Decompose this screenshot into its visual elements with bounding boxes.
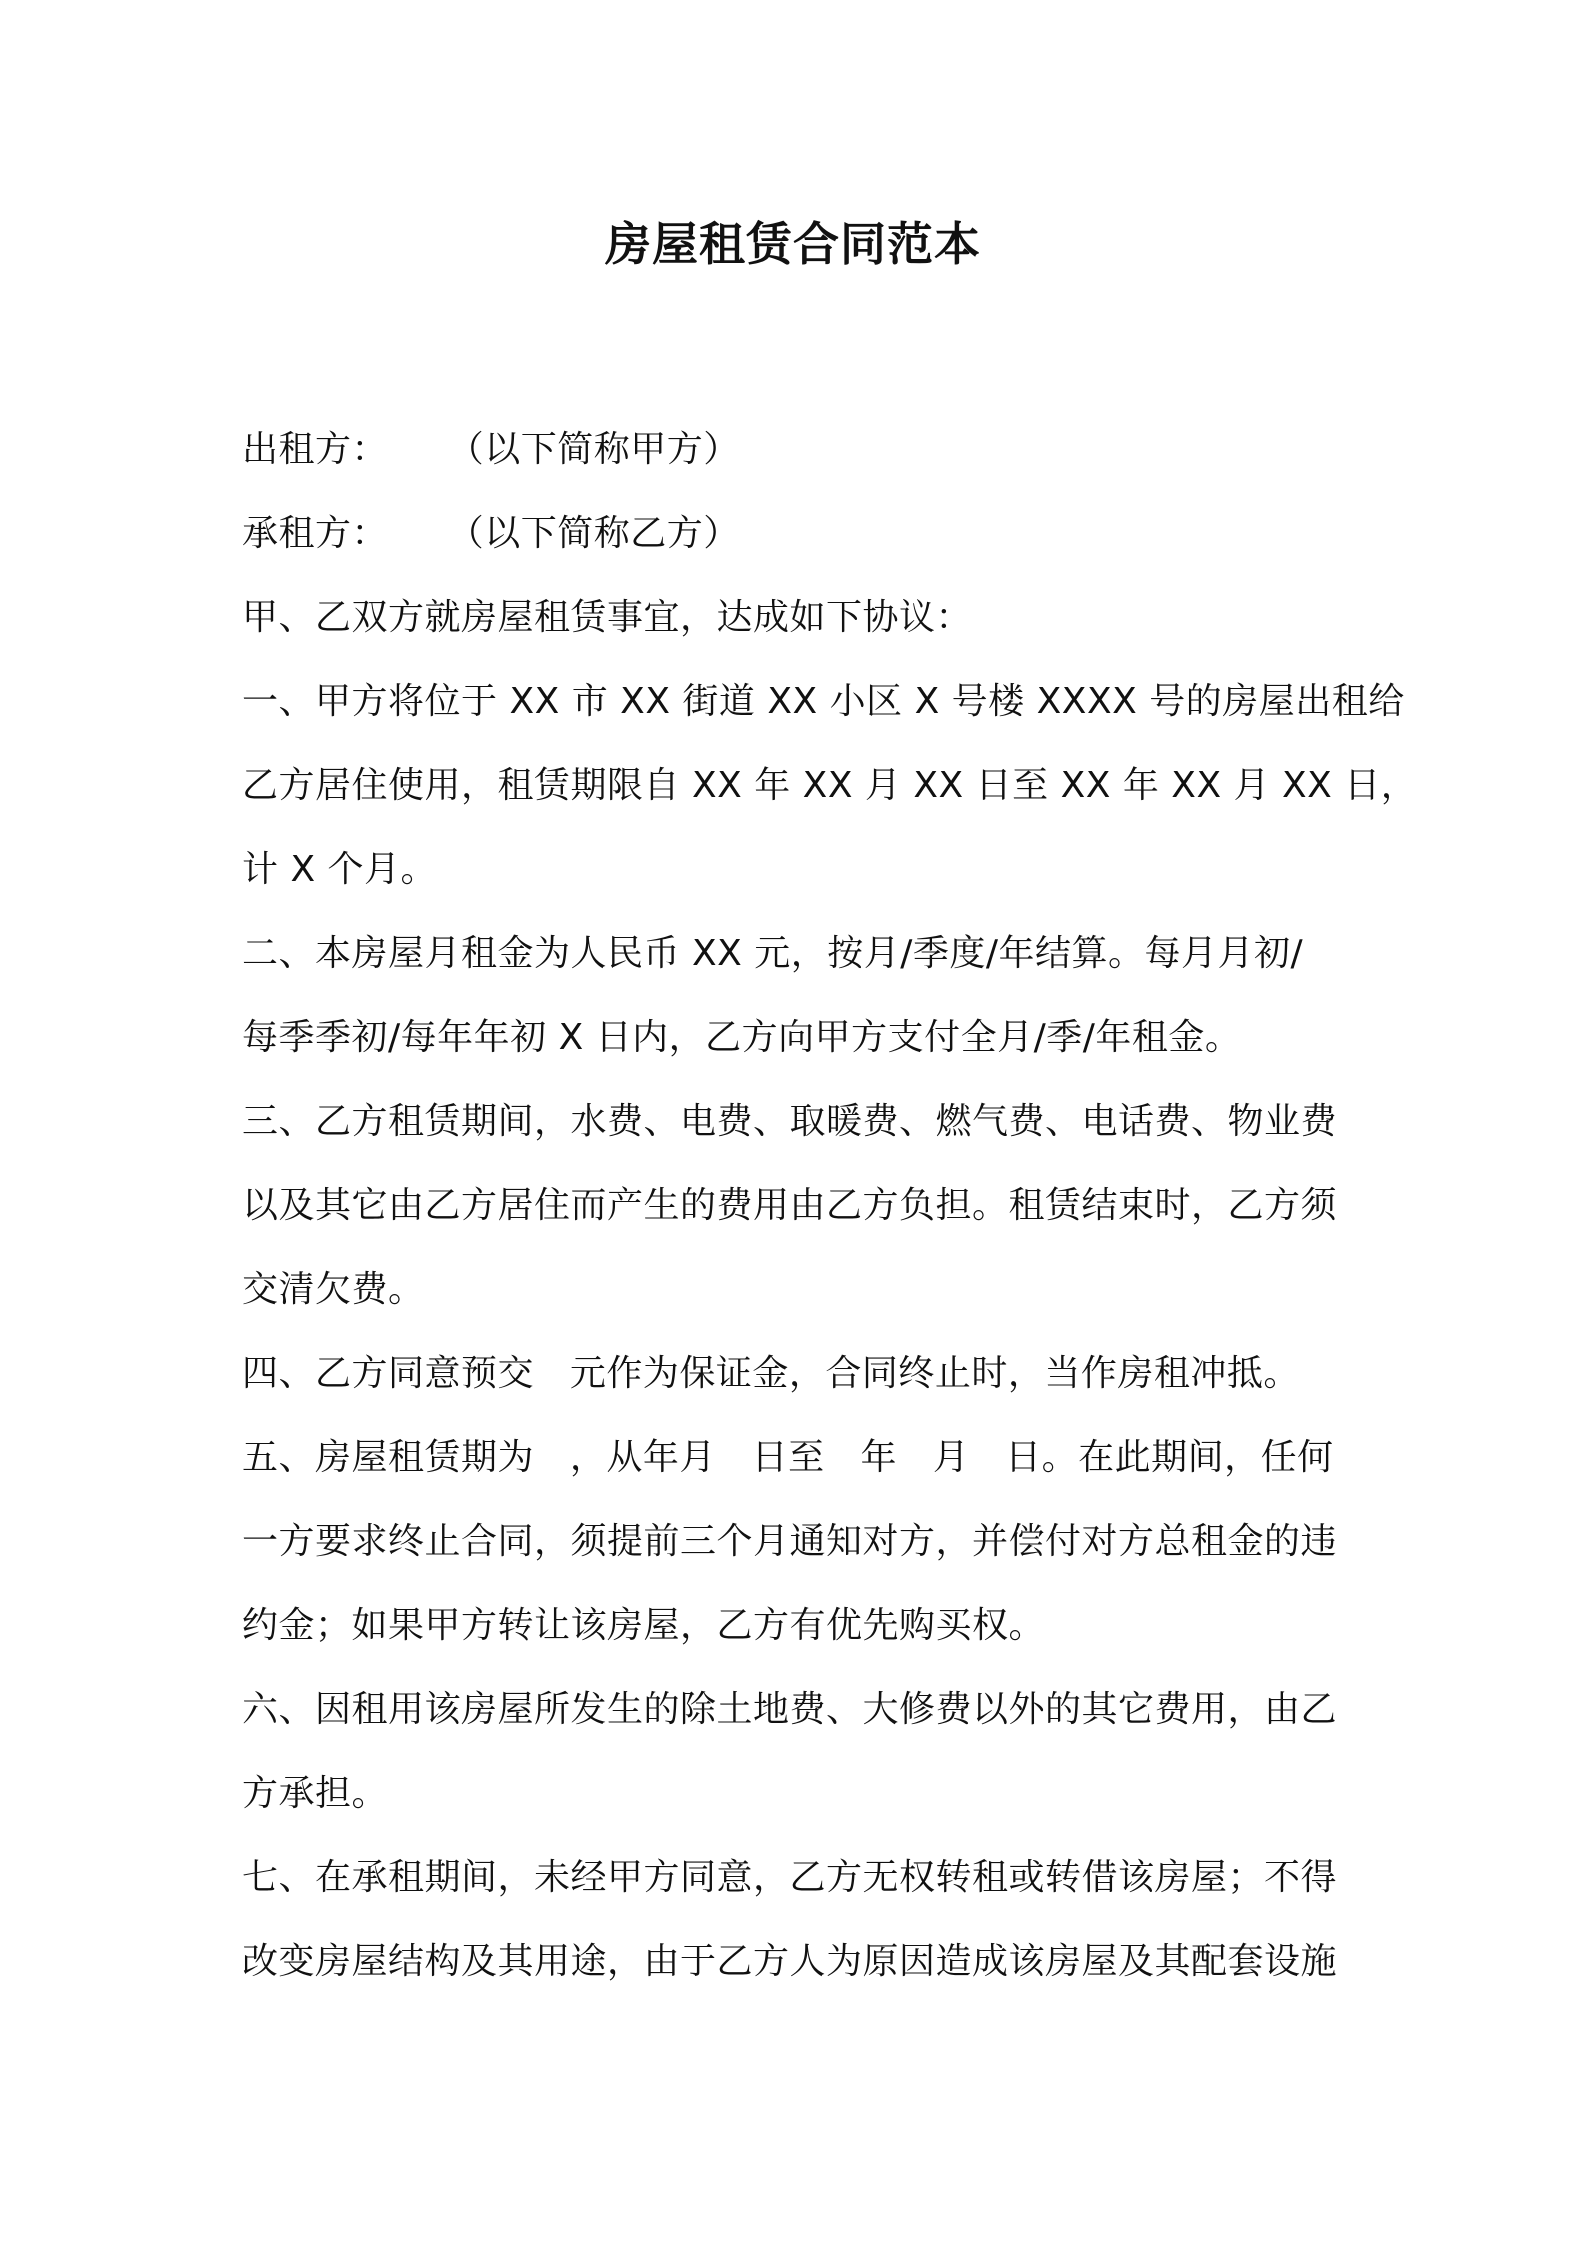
clause-1-line-3: 计 X 个月。 xyxy=(242,849,438,890)
clause-3-line-2: 以及其它由乙方居住而产生的费用由乙方负担。租赁结束时，乙方须 xyxy=(242,1185,1338,1226)
clause-2-line-1: 二、本房屋月租金为人民币 XX 元，按月/季度/年结算。每月月初/ xyxy=(242,933,1304,974)
clause-4-line-1: 四、乙方同意预交 元作为保证金，合同终止时，当作房租冲抵。 xyxy=(242,1353,1300,1394)
party-a-line: 出租方： （以下简称甲方） xyxy=(242,429,740,470)
clause-5-line-3: 约金；如果甲方转让该房屋，乙方有优先购买权。 xyxy=(242,1605,1046,1646)
clause-6-line-2: 方承担。 xyxy=(242,1773,389,1814)
clause-7-line-1: 七、在承租期间，未经甲方同意，乙方无权转租或转借该房屋；不得 xyxy=(242,1857,1338,1898)
agreement-intro-line: 甲、乙双方就房屋租赁事宜，达成如下协议： xyxy=(242,597,973,638)
clause-7-line-2: 改变房屋结构及其用途，由于乙方人为原因造成该房屋及其配套设施 xyxy=(242,1941,1338,1982)
clause-5-line-2: 一方要求终止合同，须提前三个月通知对方，并偿付对方总租金的违 xyxy=(242,1521,1338,1562)
clause-2-line-2: 每季季初/每年年初 X 日内，乙方向甲方支付全月/季/年租金。 xyxy=(242,1017,1242,1058)
clause-1-line-2: 乙方居住使用，租赁期限自 XX 年 XX 月 XX 日至 XX 年 XX 月 XX 日， xyxy=(242,765,1418,806)
document-title: 房屋租赁合同范本 xyxy=(605,217,981,271)
party-b-line: 承租方： （以下简称乙方） xyxy=(242,513,740,554)
document-body xyxy=(242,408,1418,2004)
clause-5-line-1: 五、房屋租赁期为 ，从年月 日至 年 月 日。在此期间，任何 xyxy=(242,1437,1334,1478)
clause-3-line-3: 交清欠费。 xyxy=(242,1269,425,1310)
clause-1-line-1: 一、甲方将位于 XX 市 XX 街道 XX 小区 X 号楼 XXXX 号的房屋出租给 xyxy=(242,681,1405,722)
clause-6-line-1: 六、因租用该房屋所发生的除土地费、大修费以外的其它费用，由乙 xyxy=(242,1689,1338,1730)
clause-3-line-1: 三、乙方租赁期间，水费、电费、取暖费、燃气费、电话费、物业费 xyxy=(242,1101,1338,1142)
